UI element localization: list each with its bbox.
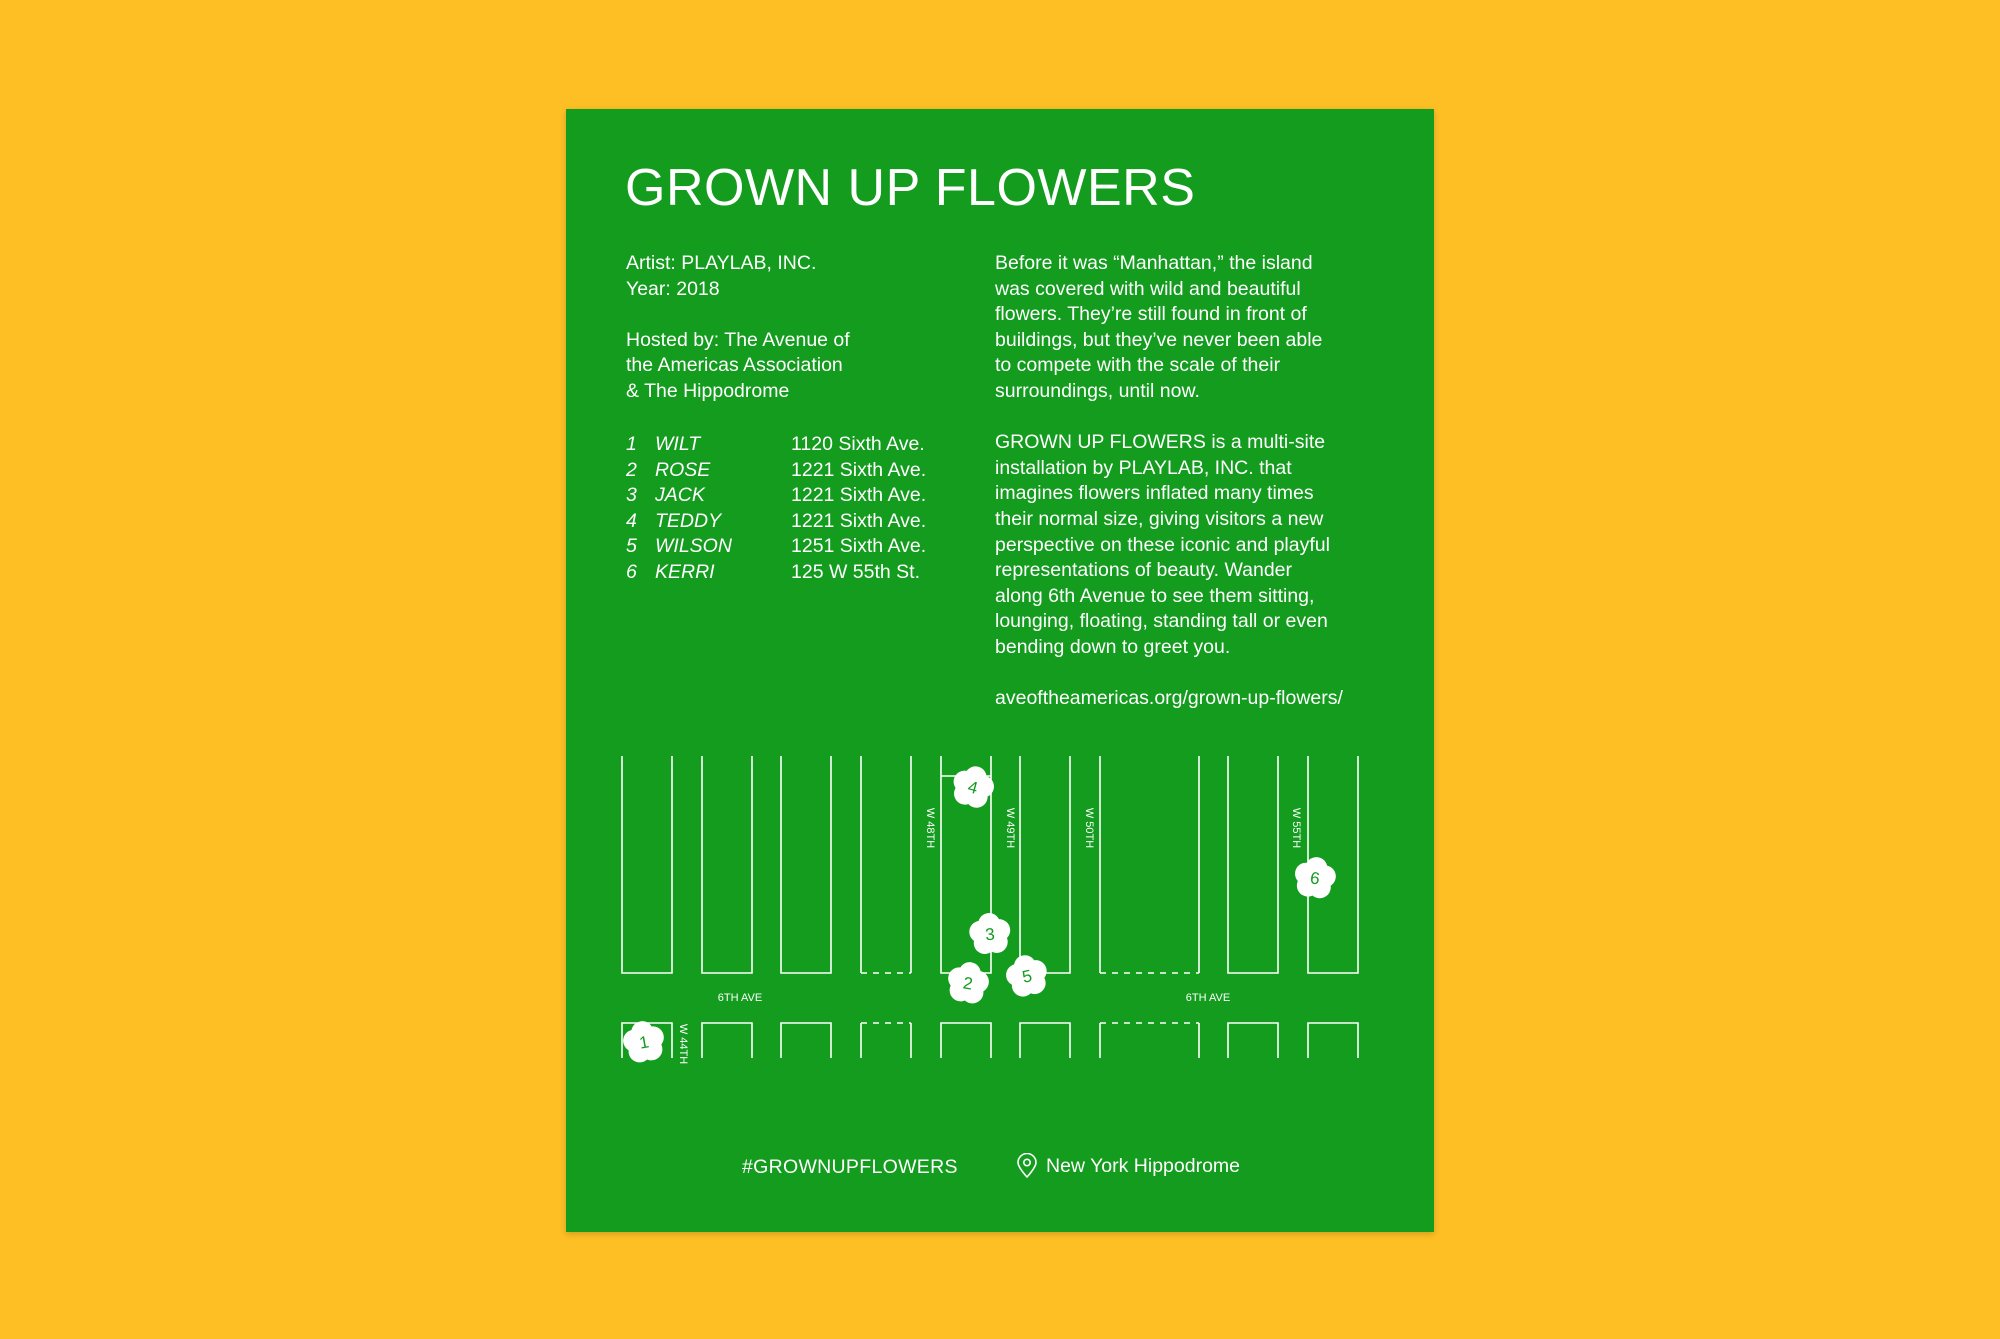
block (1228, 756, 1278, 973)
location-pin-icon (1016, 1153, 1038, 1179)
site-address: 1251 Sixth Ave. (791, 535, 927, 558)
site-address: 1221 Sixth Ave. (791, 458, 927, 481)
svg-text:1: 1 (637, 1032, 651, 1053)
website-link[interactable]: aveoftheamericas.org/grown-up-flowers/ (995, 687, 1343, 710)
flower-marker-6[interactable] (1292, 854, 1338, 900)
site-name: ROSE (655, 458, 711, 481)
hashtag: #GROWNUPFLOWERS (742, 1156, 958, 1178)
flower-marker-1[interactable] (620, 1018, 667, 1065)
avenue-label: 6TH AVE (1185, 992, 1231, 1004)
description-paragraph-2: GROWN UP FLOWERS is a multi-site installation by PLAYLAB, INC. that imagines flowers inflated many times their normal size, giving visitors a new perspective on these iconic and playful representations of beauty. Wander along 6th Avenue to see them sitting, lounging, floating, standing tall or even bending down to greet you. (995, 431, 1330, 658)
site-name: JACK (655, 484, 705, 507)
site-row (626, 458, 926, 484)
poster-title: GROWN UP FLOWERS (625, 159, 1196, 217)
block (861, 1023, 911, 1058)
location-label: New York Hippodrome (1046, 1154, 1241, 1177)
hosted-line-1: Hosted by: The Avenue of (626, 328, 850, 351)
block (702, 756, 752, 973)
description-paragraph-1: Before it was “Manhattan,” the island was covered with wild and beautiful flowers. They’re still found in front of buildings, but they’ve never been able to compete with the scale of their surroundings, until now. (995, 252, 1323, 402)
hosted-line-3: & The Hippodrome (626, 379, 790, 402)
block (1100, 756, 1199, 973)
svg-text:3: 3 (984, 924, 996, 945)
block (781, 1023, 831, 1058)
flower-marker-2[interactable] (944, 959, 991, 1006)
block (941, 1023, 991, 1058)
avenue-label: 6TH AVE (717, 992, 763, 1004)
block (622, 756, 672, 973)
site-address: 1221 Sixth Ave. (791, 509, 927, 532)
site-number: 5 (626, 535, 637, 558)
site-name: WILSON (655, 535, 732, 558)
site-name: KERRI (655, 560, 715, 583)
svg-text:5: 5 (1020, 966, 1034, 987)
block (1020, 756, 1070, 973)
street-label: W 55TH (1290, 807, 1302, 849)
svg-text:6: 6 (1308, 868, 1321, 889)
site-row (626, 560, 926, 586)
year-line: Year: 2018 (626, 277, 720, 300)
meta-info (626, 251, 850, 405)
svg-text:2: 2 (961, 973, 975, 994)
svg-text:4: 4 (965, 777, 980, 798)
artist-line: Artist: PLAYLAB, INC. (626, 252, 817, 274)
street-label: W 48TH (924, 807, 936, 849)
site-number: 1 (626, 433, 637, 455)
location (1016, 1153, 1240, 1179)
street-label: W 49TH (1004, 807, 1016, 849)
site-number: 6 (626, 560, 637, 583)
flower-marker-5[interactable] (1003, 951, 1052, 999)
hosted-line-2: the Americas Association (626, 354, 843, 377)
sites-list (626, 432, 926, 586)
site-row (626, 432, 926, 458)
site-address: 1120 Sixth Ave. (791, 433, 925, 455)
description (995, 251, 1395, 712)
block (1308, 1023, 1358, 1058)
site-number: 2 (626, 458, 637, 481)
block (1020, 1023, 1070, 1058)
street-label: W 44TH (677, 1023, 689, 1065)
site-name: WILT (655, 433, 701, 455)
site-number: 3 (626, 484, 637, 507)
block (781, 756, 831, 973)
site-number: 4 (626, 509, 637, 532)
block (702, 1023, 752, 1058)
site-address: 1221 Sixth Ave. (791, 484, 927, 507)
site-row (626, 509, 926, 535)
block (861, 756, 911, 973)
flower-marker-3[interactable] (968, 911, 1012, 955)
site-row (626, 534, 926, 560)
street-map (614, 756, 1394, 1216)
site-name: TEDDY (655, 509, 722, 532)
block (1100, 1023, 1199, 1058)
poster (566, 109, 1434, 1232)
street-label: W 50TH (1083, 807, 1095, 849)
site-address: 125 W 55th St. (791, 560, 920, 583)
block (1228, 1023, 1278, 1058)
site-row (626, 483, 926, 509)
